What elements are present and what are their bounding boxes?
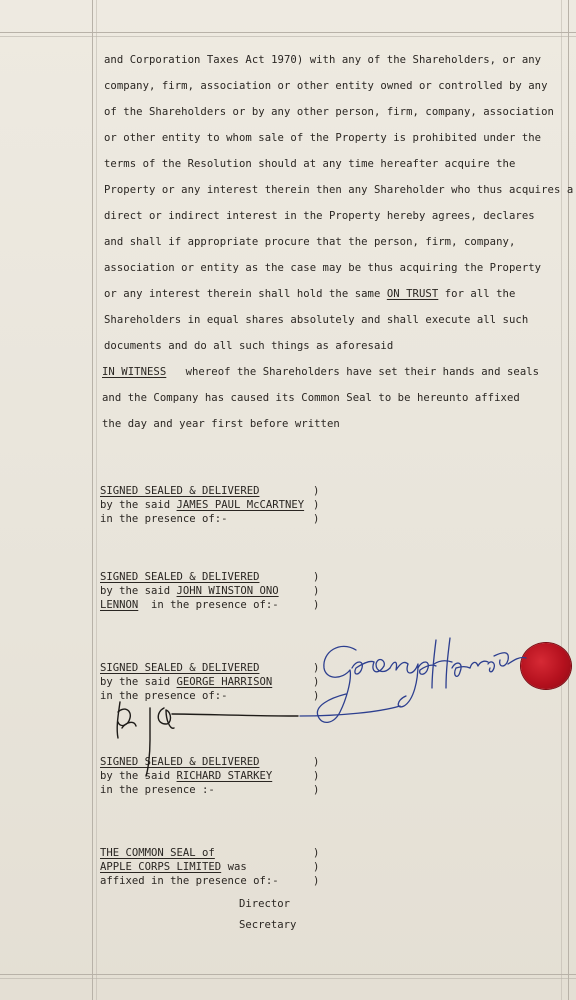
signatory-name: JOHN WINSTON ONO: [176, 585, 279, 597]
body-line: company, firm, association or other entity owned or controlled by any: [104, 80, 548, 92]
bracket-char: ): [313, 485, 320, 497]
bracket-char: ): [313, 513, 320, 525]
by-the-said: by the said: [100, 585, 177, 597]
signatory-name-cont: LENNON: [100, 599, 139, 611]
by-the-said: by the said: [100, 770, 177, 782]
body-line: Shareholders in equal shares absolutely and shall execute all such: [104, 314, 529, 326]
witness-signature: [117, 702, 298, 776]
signed-sealed-delivered: SIGNED SEALED & DELIVERED: [100, 756, 260, 768]
presence-line: in the presence of:-: [100, 513, 228, 525]
bracket-char: ): [313, 676, 320, 688]
body-line: association or entity as the case may be thus acquiring the Property: [104, 262, 542, 274]
bracket-char: ): [313, 861, 320, 873]
on-trust-after: for all the: [438, 288, 516, 300]
bracket-char: ): [313, 662, 320, 674]
body-line: and Corporation Taxes Act 1970) with any of the Shareholders, or any: [104, 54, 542, 66]
by-the-said: by the said: [100, 676, 177, 688]
director-label: Director: [239, 898, 291, 910]
body-line: or other entity to whom sale of the Property is prohibited under the: [104, 132, 542, 144]
in-witness-text: whereof the Shareholders have set their hands and seals: [166, 366, 540, 378]
signed-sealed-delivered: SIGNED SEALED & DELIVERED: [100, 571, 260, 583]
bracket-char: ): [313, 571, 320, 583]
body-line: and the Company has caused its Common Seal to be hereunto affixed: [102, 392, 520, 404]
affixed-line: affixed in the presence of:-: [100, 875, 279, 887]
presence-line: in the presence of:-: [100, 690, 228, 702]
body-line: of the Shareholders or by any other person, firm, company, association: [104, 106, 554, 118]
bracket-char: ): [313, 847, 320, 859]
body-line: Property or any interest therein then any Shareholder who thus acquires a: [104, 184, 574, 196]
signatory-name: RICHARD STARKEY: [176, 770, 273, 782]
bracket-char: ): [313, 784, 320, 796]
signatory-name: JAMES PAUL McCARTNEY: [176, 499, 305, 511]
signatory-name: GEORGE HARRISON: [176, 676, 273, 688]
presence-text: in the presence of:-: [138, 599, 279, 611]
body-line: the day and year first before written: [102, 418, 340, 430]
bracket-char: ): [313, 875, 320, 887]
presence-line: in the presence :-: [100, 784, 215, 796]
by-the-said: by the said: [100, 499, 177, 511]
body-line: and shall if appropriate procure that the person, firm, company,: [104, 236, 516, 248]
bracket-char: ): [313, 770, 320, 782]
body-line: documents and do all such things as aforesaid: [104, 340, 394, 352]
on-trust-before: or any interest therein shall hold the same: [104, 288, 387, 300]
in-witness-heading: IN WITNESS: [102, 366, 167, 378]
bracket-char: ): [313, 756, 320, 768]
on-trust-phrase: ON TRUST: [386, 288, 439, 300]
common-seal-of: THE COMMON SEAL of: [100, 847, 215, 859]
was-text: was: [221, 861, 247, 873]
bracket-char: ): [313, 499, 320, 511]
body-line: terms of the Resolution should at any time hereafter acquire the: [104, 158, 516, 170]
body-line: direct or indirect interest in the Property hereby agrees, declares: [104, 210, 535, 222]
company-name: APPLE CORPS LIMITED: [100, 861, 222, 873]
signed-sealed-delivered: SIGNED SEALED & DELIVERED: [100, 485, 260, 497]
bracket-char: ): [313, 690, 320, 702]
bracket-char: ): [313, 599, 320, 611]
signed-sealed-delivered: SIGNED SEALED & DELIVERED: [100, 662, 260, 674]
secretary-label: Secretary: [239, 919, 297, 931]
bracket-char: ): [313, 585, 320, 597]
george-harrison-signature: [300, 638, 526, 722]
